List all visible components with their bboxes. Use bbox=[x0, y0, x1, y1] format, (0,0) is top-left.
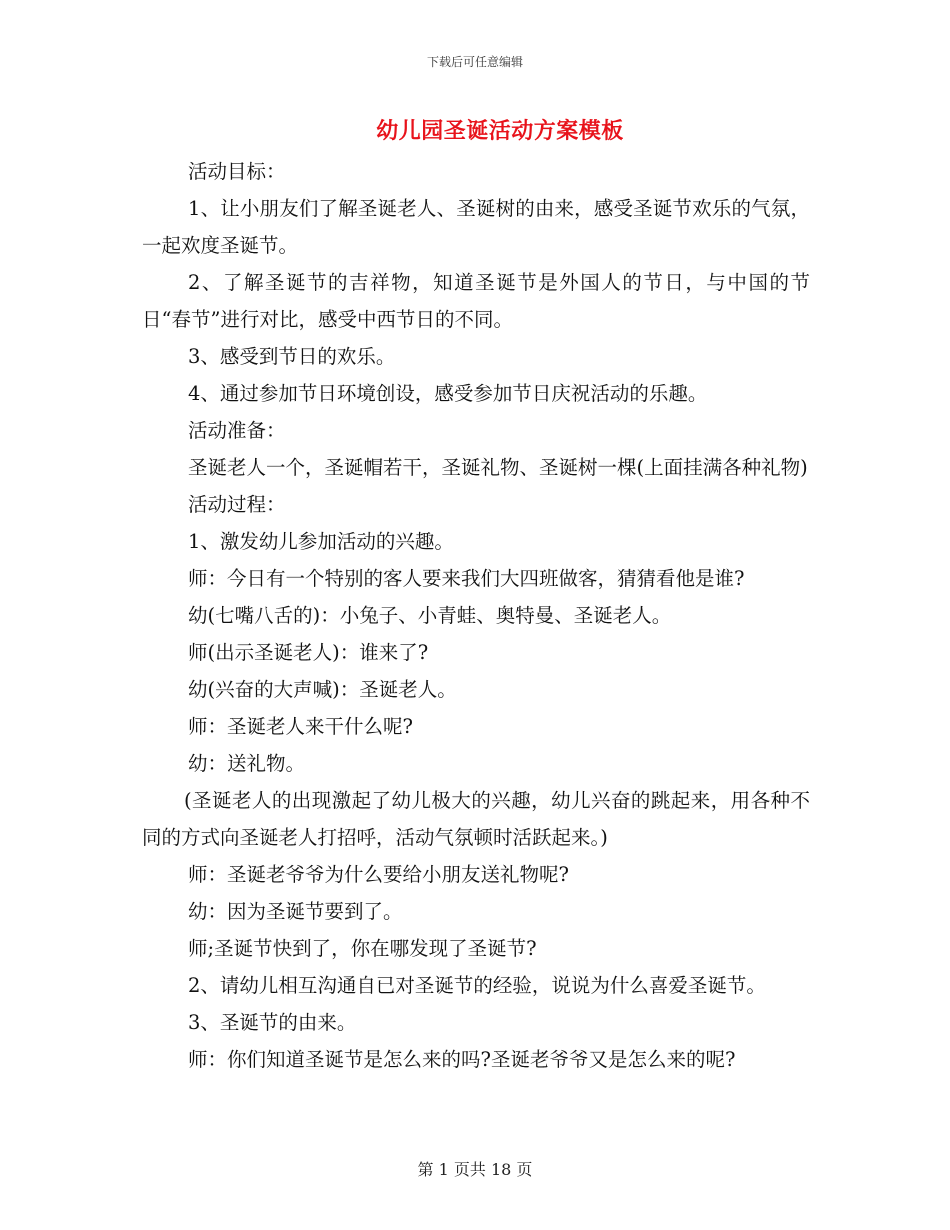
paragraph: 1、激发幼儿参加活动的兴趣。 bbox=[188, 530, 454, 553]
paragraph: 4、通过参加节日环境创设，感受参加节日庆祝活动的乐趣。 bbox=[188, 382, 708, 405]
paragraph: 幼(七嘴八舌的)：小兔子、小青蛙、奥特曼、圣诞老人。 bbox=[188, 604, 672, 627]
paragraph: 圣诞老人一个，圣诞帽若干，圣诞礼物、圣诞树一棵(上面挂满各种礼物) bbox=[188, 456, 808, 479]
document-title: 幼儿园圣诞活动方案模板 bbox=[376, 118, 624, 144]
paragraph: 幼：因为圣诞节要到了。 bbox=[188, 900, 403, 923]
paragraph: 3、圣诞节的由来。 bbox=[188, 1011, 357, 1034]
paragraph: 师：今日有一个特别的客人要来我们大四班做客，猜猜看他是谁? bbox=[188, 567, 745, 590]
paragraph: 活动目标： bbox=[188, 160, 286, 183]
paragraph: 1、让小朋友们了解圣诞老人、圣诞树的由来，感受圣诞节欢乐的气氛，一起欢度圣诞节。 bbox=[142, 197, 810, 257]
paragraph: 师：圣诞老人来干什么呢? bbox=[188, 715, 413, 738]
paragraph: 师;圣诞节快到了，你在哪发现了圣诞节? bbox=[188, 937, 537, 960]
paragraph: 师：你们知道圣诞节是怎么来的吗?圣诞老爷爷又是怎么来的呢? bbox=[188, 1048, 736, 1071]
paragraph: 师：圣诞老爷爷为什么要给小朋友送礼物呢? bbox=[188, 863, 569, 886]
paragraph: (圣诞老人的出现激起了幼儿极大的兴趣，幼儿兴奋的跳起来，用各种不同的方式向圣诞老人打招呼，活动气氛顿时活跃起来。) bbox=[142, 789, 810, 849]
paragraph: 2、了解圣诞节的吉祥物，知道圣诞节是外国人的节日，与中国的节日“春节”进行对比，感受中西节日的不同。 bbox=[142, 271, 810, 331]
paragraph: 3、感受到节日的欢乐。 bbox=[188, 345, 396, 368]
paragraph: 幼：送礼物。 bbox=[188, 752, 306, 775]
page-number-footer: 第 1 页共 18 页 bbox=[417, 1160, 533, 1179]
paragraph: 活动过程： bbox=[188, 493, 286, 516]
paragraph: 幼(兴奋的大声喊)：圣诞老人。 bbox=[188, 678, 457, 701]
paragraph: 2、请幼儿相互沟通自已对圣诞节的经验，说说为什么喜爱圣诞节。 bbox=[188, 974, 766, 997]
document-body bbox=[142, 153, 810, 1078]
header-note: 下载后可任意编辑 bbox=[426, 55, 523, 69]
paragraph: 师(出示圣诞老人)：谁来了? bbox=[188, 641, 429, 664]
paragraph: 活动准备： bbox=[188, 419, 286, 442]
